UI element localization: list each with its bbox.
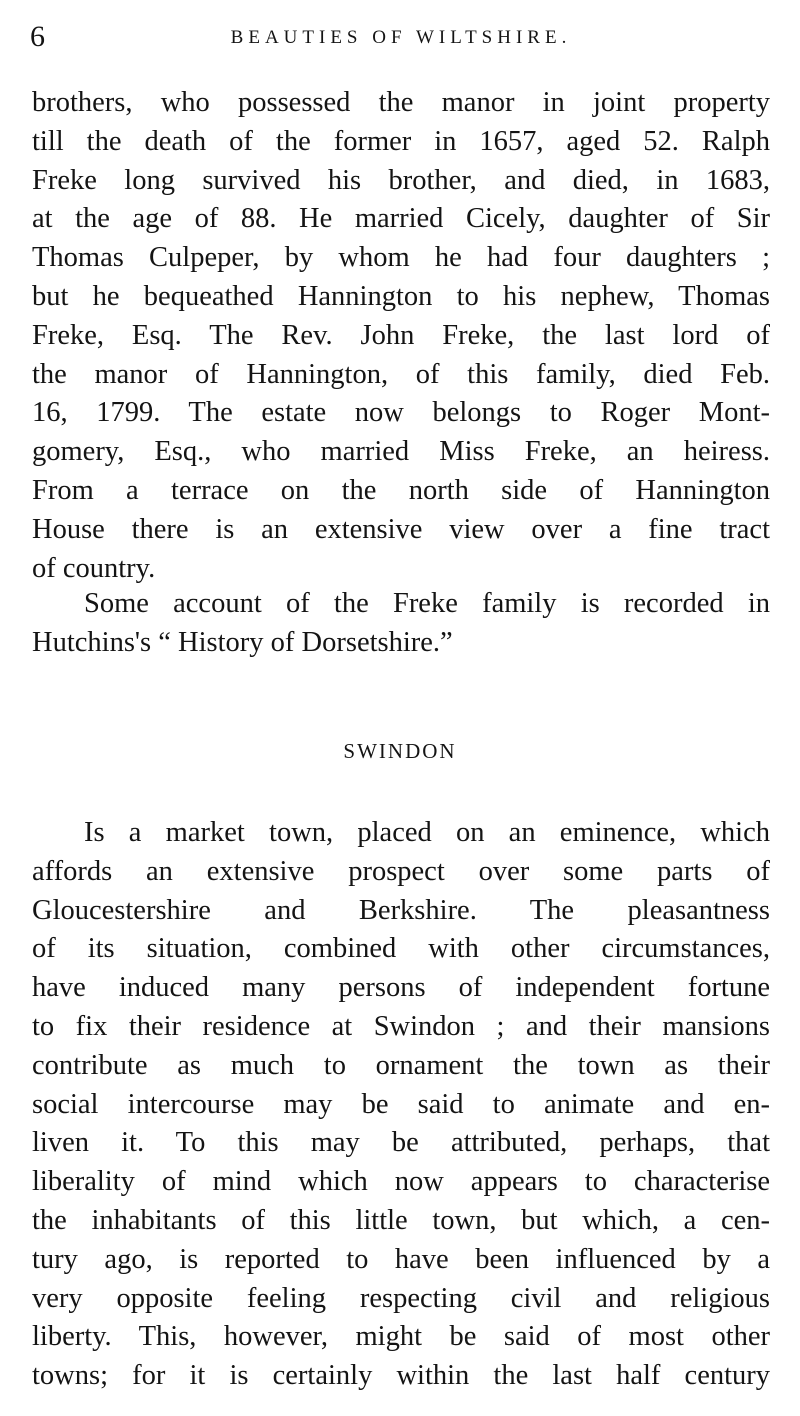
text-line: Freke, Esq. The Rev. John Freke, the last lord of: [32, 319, 770, 351]
text-line: till the death of the former in 1657, aged 52. Ralph: [32, 125, 770, 157]
text-line: Thomas Culpeper, by whom he had four daughters ;: [32, 242, 770, 274]
text-line: but he bequeathed Hannington to his nephew, Thomas: [32, 280, 770, 312]
text-line: the manor of Hannington, of this family, died Feb.: [32, 358, 770, 390]
text-line: social intercourse may be said to animate and en-: [32, 1088, 770, 1120]
text-line: liberality of mind which now appears to characterise: [32, 1166, 770, 1198]
text-line: at the age of 88. He married Cicely, daughter of Sir: [32, 203, 770, 235]
text-line: From a terrace on the north side of Hannington: [32, 474, 770, 506]
running-title: BEAUTIES OF WILTSHIRE.: [230, 27, 572, 48]
text-line: Freke long survived his brother, and died, in 1683,: [32, 164, 770, 196]
section-heading-swindon: SWINDON: [343, 739, 457, 763]
text-line: 16, 1799. The estate now belongs to Roger Mont-: [32, 397, 770, 429]
text-line: Some account of the Freke family is recorded in: [84, 588, 770, 619]
text-line: of its situation, combined with other circumstances,: [32, 933, 770, 965]
text-line: Hutchins's “ History of Dorsetshire.”: [32, 626, 453, 658]
text-line: towns; for it is certainly within the last half century: [32, 1360, 770, 1392]
text-line: Is a market town, placed on an eminence, which: [84, 817, 770, 848]
text-line: liberty. This, however, might be said of most other: [32, 1321, 770, 1353]
text-line: to fix their residence at Swindon ; and their mansions: [32, 1010, 770, 1042]
text-line: brothers, who possessed the manor in joint property: [32, 87, 770, 118]
text-line: contribute as much to ornament the town as their: [32, 1049, 770, 1081]
text-line: very opposite feeling respecting civil and religious: [32, 1282, 770, 1314]
text-line: the inhabitants of this little town, but which, a cen-: [32, 1204, 770, 1236]
page-number: 6: [30, 20, 45, 53]
text-line: gomery, Esq., who married Miss Freke, an heiress.: [32, 436, 770, 468]
text-line: tury ago, is reported to have been influenced by a: [32, 1243, 770, 1275]
text-line: of country.: [32, 552, 156, 584]
text-line: House there is an extensive view over a fine tract: [32, 513, 770, 545]
paragraph-freke-family: [32, 84, 770, 588]
paragraph-swindon: [32, 814, 770, 1396]
text-line: liven it. To this may be attributed, perhaps, that: [32, 1127, 770, 1159]
running-head: [30, 20, 772, 60]
text-line: Gloucestershire and Berkshire. The pleasantness: [32, 894, 770, 926]
paragraph-dorsetshire-note: [32, 585, 770, 663]
text-line: affords an extensive prospect over some parts of: [32, 855, 770, 887]
text-line: have induced many persons of independent fortune: [32, 972, 770, 1004]
